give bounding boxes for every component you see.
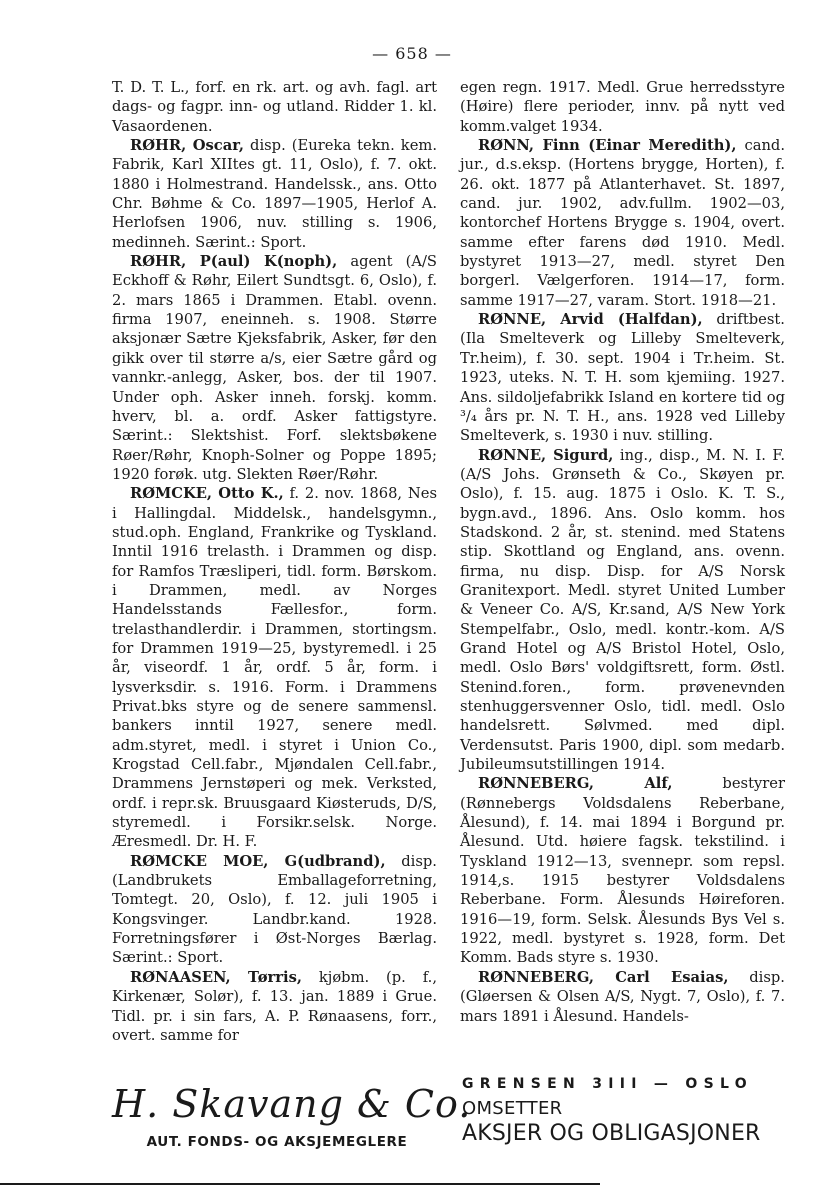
left-column bbox=[112, 78, 437, 1045]
page-number: — 658 — bbox=[372, 44, 452, 63]
entry-ronneberg-carl: RØNNEBERG, Carl Esaias, disp. (Gløersen & Olsen A/S, Nygt. 7, Oslo), f. 7. mars 1891 i Ålesund. Handels- bbox=[460, 968, 785, 1025]
entry-ronne-arvid: RØNNE, Arvid (Halfdan), driftbest. (Ila Smelteverk og Lilleby Smelteverk, Tr.heim), f. 30. sept. 1904 i Tr.heim. St. 1923, uteks. N. T. H. som kjemiing. 1927. Ans. sildoljefabrikk Island en kortere tid og ³/₄ års pr. N. T. H., ans. 1928 ved Lilleby Smelteverk, s. 1930 i nuv. stilling. bbox=[460, 311, 785, 445]
entry-romcke-otto: RØMCKE, Otto K., f. 2. nov. 1868, Nes i Hallingdal. Middelsk., handelsgymn., stud.oph. England, Frankrike og Tyskland. Inntil 1916 trelasth. i Drammen og disp. for Ramfos Træsliperi, tidl. form. Børskom. i Drammen, medl. av Norges Handelsstands Fællesfor., form. trelasthandlerdir. i Drammen, stortingsm. for Drammen 1919—25, bystyremedl. i 25 år, viseordf. 1 år, ordf. 5 år, form. i lysverksdir. s. 1916. Form. i Drammens Privat.bks styre og de senere sammensl. bankers inntil 1927, senere medl. adm.styret, medl. i styret i Union Co., Krogstad Cell.fabr., Mjøndalen Cell.fabr., Drammens Jernstøperi og mek. Verksted, ordf. i repr.sk. Bruusgaard Kiøsteruds, D/S, styremedl. i Forsikr.selsk. Norge. Æresmedl. Dr. H. F. bbox=[112, 485, 437, 851]
entry-ronneberg-alf: RØNNEBERG, Alf, bestyrer (Rønnebergs Voldsdalens Reberbane, Ålesund), f. 14. mai 1894 i Borgund pr. Ålesund. Utd. høiere fagsk. tekstilind. i Tyskland 1912—13, svennepr. som repsl. 1914,s. 1915 bestyrer Voldsdalens Reberbane. Form. Ålesunds Høireforen. 1916—19, form. Selsk. Ålesunds Bys Vel s. 1922, medl. bystyret s. 1928, form. Det Komm. Bads styre s. 1930. bbox=[460, 775, 785, 967]
ad-line-1: OMSETTER bbox=[462, 1098, 563, 1119]
entry-rohr-oscar: RØHR, Oscar, disp. (Eureka tekn. kem. Fabrik, Karl XIItes gt. 11, Oslo), f. 7. okt. 1880 i Holmestrand. Handelssk., ans. Otto Chr. Bøhme & Co. 1897—1905, Herlof A. Herlofsen 1906, nuv. stilling s. 1906, medinneh. Særint.: Sport. bbox=[112, 137, 437, 251]
entry-romcke-moe: RØMCKE MOE, G(udbrand), disp. (Landbrukets Emballageforretning, Tomtegt. 20, Oslo), f. 12. juli 1905 i Kongsvinger. Landbr.kand. 1928. Forretningsfører i Øst-Norges Bærlag. Særint.: Sport. bbox=[112, 852, 437, 967]
entry-continuation: T. D. T. L., forf. en rk. art. og avh. fagl. art dags- og fagpr. inn- og utland. Ridder 1. kl. Vasaordenen. bbox=[112, 79, 437, 135]
entry-continuation: egen regn. 1917. Medl. Grue herredsstyre (Høire) flere perioder, innv. på nytt ved komm.valget 1934. bbox=[460, 79, 785, 135]
advertisement-brokers bbox=[112, 1082, 472, 1150]
entry-ronn-finn: RØNN, Finn (Einar Meredith), cand. jur., d.s.eksp. (Hortens brygge, Horten), f. 26. okt. 1877 på Atlanterhavet. St. 1897, cand. jur. 1902, adv.fullm. 1902—03, kontorchef Hortens Brygge s. 1904, overt. samme efter farens død 1910. Medl. bystyret 1913—27, medl. styret Den borgerl. Vælgerforen. 1914—17, form. samme 1917—27, varam. Stort. 1918—21. bbox=[460, 137, 785, 309]
page-bottom-rule bbox=[0, 1183, 600, 1185]
entry-ronne-sigurd: RØNNE, Sigurd, ing., disp., M. N. I. F. (A/S Johs. Grønseth & Co., Skøyen pr. Oslo), f. 15. aug. 1875 i Oslo. K. T. S., bygn.avd., 1896. Ans. Oslo komm. hos Stadskond. 2 år, st. stenind. med Statens stip. Skottland og England, ans. ovenn. firma, nu disp. Disp. for A/S Norsk Granitexport. Medl. styret United Lumber & Veneer Co. A/S, Kr.sand, A/S New York Stempelfabr., Oslo, medl. kontr.-kom. A/S Grand Hotel og A/S Bristol Hotel, Oslo, medl. Oslo Børs' voldgiftsrett, form. Østl. Stenind.foren., form. prøvenevnden stenhuggersvenner Oslo, tidl. medl. Oslo handelsrett. Sølvmed. med dipl. Verdensutst. Paris 1900, dipl. som medarb. Jubileumsutstillingen 1914. bbox=[460, 446, 785, 774]
ad-line-2: AKSJER OG OBLIGASJONER bbox=[462, 1121, 761, 1146]
address-line: GRENSEN 3III — OSLO bbox=[462, 1076, 753, 1092]
brand-subtitle: AUT. FONDS- OG AKSJEMEGLERE bbox=[146, 1134, 408, 1150]
entry-ronaasen: RØNAASEN, Tørris, kjøbm. (p. f., Kirkenær, Solør), f. 13. jan. 1889 i Grue. Tidl. pr. i sin fars, A. P. Rønaasens, forr., overt. samme for bbox=[112, 968, 437, 1044]
advertisement-address bbox=[462, 1076, 792, 1146]
entry-rohr-paul: RØHR, P(aul) K(noph), agent (A/S Eckhoff & Røhr, Eilert Sundtsgt. 6, Oslo), f. 2. mars 1865 i Drammen. Etabl. ovenn. firma 1907, eneinneh. s. 1908. Større aksjonær Sætre Kjeksfabrik, Asker, før den gikk over til større a/s, eier Sætre gård og vannkr.-anlegg, Asker, bos. der til 1907. Under oph. Asker inneh. forskj. komm. hverv, bl. a. ordf. Asker fattigstyre. Særint.: Slektshist. Forf. slektsbøkene Røer/Røhr, Knoph-Solner og Poppe 1895; 1920 forøk. utg. Slekten Røer/Røhr. bbox=[112, 253, 437, 483]
brand-logo: H. Skavang & Co. bbox=[112, 1082, 472, 1126]
right-column bbox=[460, 78, 785, 1026]
